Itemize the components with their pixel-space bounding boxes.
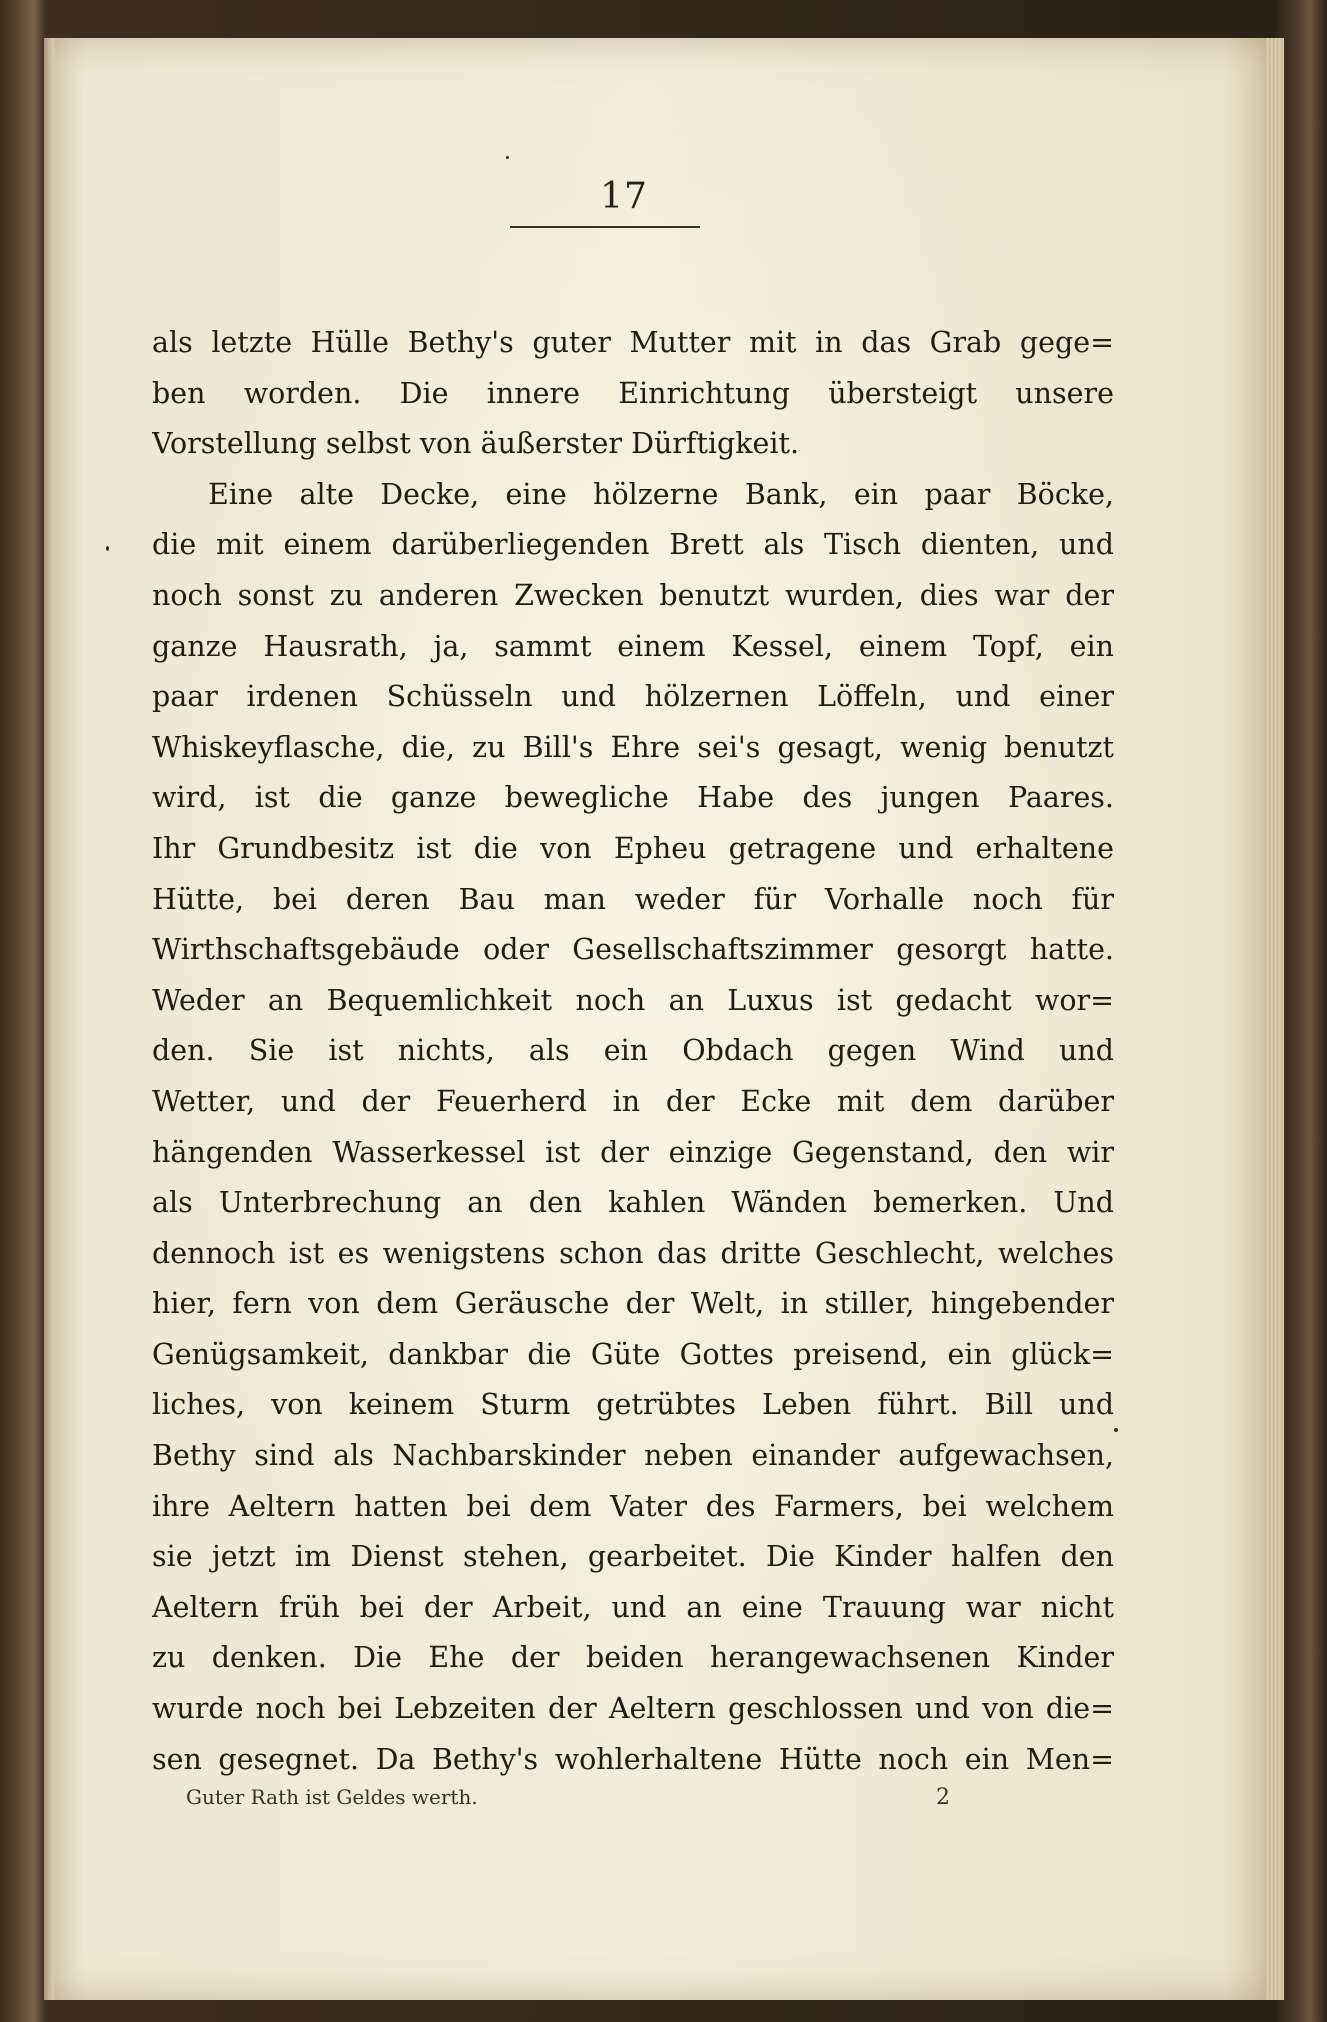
text-line: Genügsamkeit, dankbar die Güte Gottes preisend, ein glück= <box>152 1337 1114 1371</box>
text-line: den. Sie ist nichts, als ein Obdach gegen Wind und <box>152 1034 1114 1068</box>
text-line: noch sonst zu anderen Zwecken benutzt wurden, dies war der <box>152 578 1114 612</box>
text-line: Eine alte Decke, eine hölzerne Bank, ein paar Böcke, <box>208 477 1114 511</box>
text-line: paar irdenen Schüsseln und hölzernen Löffeln, und einer <box>152 680 1114 714</box>
text-line: sie jetzt im Dienst stehen, gearbeitet. Die Kinder halfen den <box>152 1540 1114 1574</box>
text-line: Wirthschaftsgebäude oder Gesellschaftszimmer gesorgt hatte. <box>152 933 1114 967</box>
text-line: ihre Aeltern hatten bei dem Vater des Farmers, bei welchem <box>152 1489 1114 1523</box>
text-line: Ihr Grundbesitz ist die von Epheu getragene und erhaltene <box>152 831 1114 865</box>
text-line: ganze Hausrath, ja, sammt einem Kessel, einem Topf, ein <box>152 629 1114 663</box>
text-line: hängenden Wasserkessel ist der einzige Gegenstand, den wir <box>152 1135 1114 1169</box>
text-line: Bethy sind als Nachbarskinder neben einander aufgewachsen, <box>152 1439 1114 1473</box>
text-line: Weder an Bequemlichkeit noch an Luxus ist gedacht wor= <box>152 983 1114 1017</box>
page-number: 17 <box>600 176 648 217</box>
text-line: Whiskeyflasche, die, zu Bill's Ehre sei's gesagt, wenig benutzt <box>152 730 1114 764</box>
text-line: die mit einem darüberliegenden Brett als Tisch dienten, und <box>152 528 1114 562</box>
text-line: dennoch ist es wenigstens schon das dritte Geschlecht, welches <box>152 1236 1114 1270</box>
book-page <box>44 38 1284 2000</box>
text-line: Vorstellung selbst von äußerster Dürftigkeit. <box>152 427 800 461</box>
body-text <box>152 318 1114 1785</box>
text-line: wurde noch bei Lebzeiten der Aeltern geschlossen und von die= <box>152 1692 1114 1726</box>
text-line: zu denken. Die Ehe der beiden herangewachsenen Kinder <box>152 1641 1114 1675</box>
text-line: liches, von keinem Sturm getrübtes Leben führt. Bill und <box>152 1388 1114 1422</box>
text-line: ben worden. Die innere Einrichtung übersteigt unsere <box>152 376 1114 410</box>
page-edge <box>1266 38 1284 2000</box>
paper-speck <box>506 156 509 159</box>
text-line: Aeltern früh bei der Arbeit, und an eine Trauung war nicht <box>152 1590 1114 1624</box>
text-line: hier, fern von dem Geräusche der Welt, in stiller, hingebender <box>152 1287 1114 1321</box>
signature-mark: 2 <box>936 1785 950 1810</box>
footer-book-title: Guter Rath ist Geldes werth. <box>186 1785 478 1809</box>
text-line: Hütte, bei deren Bau man weder für Vorhalle noch für <box>152 882 1114 916</box>
paper-speck <box>1114 1428 1118 1432</box>
header-rule <box>510 226 700 228</box>
text-line: als Unterbrechung an den kahlen Wänden bemerken. Und <box>152 1186 1114 1220</box>
paper-speck <box>106 546 109 551</box>
text-line: wird, ist die ganze bewegliche Habe des jungen Paares. <box>152 781 1114 815</box>
text-line: sen gesegnet. Da Bethy's wohlerhaltene Hütte noch ein Men= <box>152 1742 1114 1776</box>
page-gutter <box>44 38 54 2000</box>
text-line: Wetter, und der Feuerherd in der Ecke mit dem darüber <box>152 1084 1114 1118</box>
text-line: als letzte Hülle Bethy's guter Mutter mit in das Grab gege= <box>152 326 1114 359</box>
